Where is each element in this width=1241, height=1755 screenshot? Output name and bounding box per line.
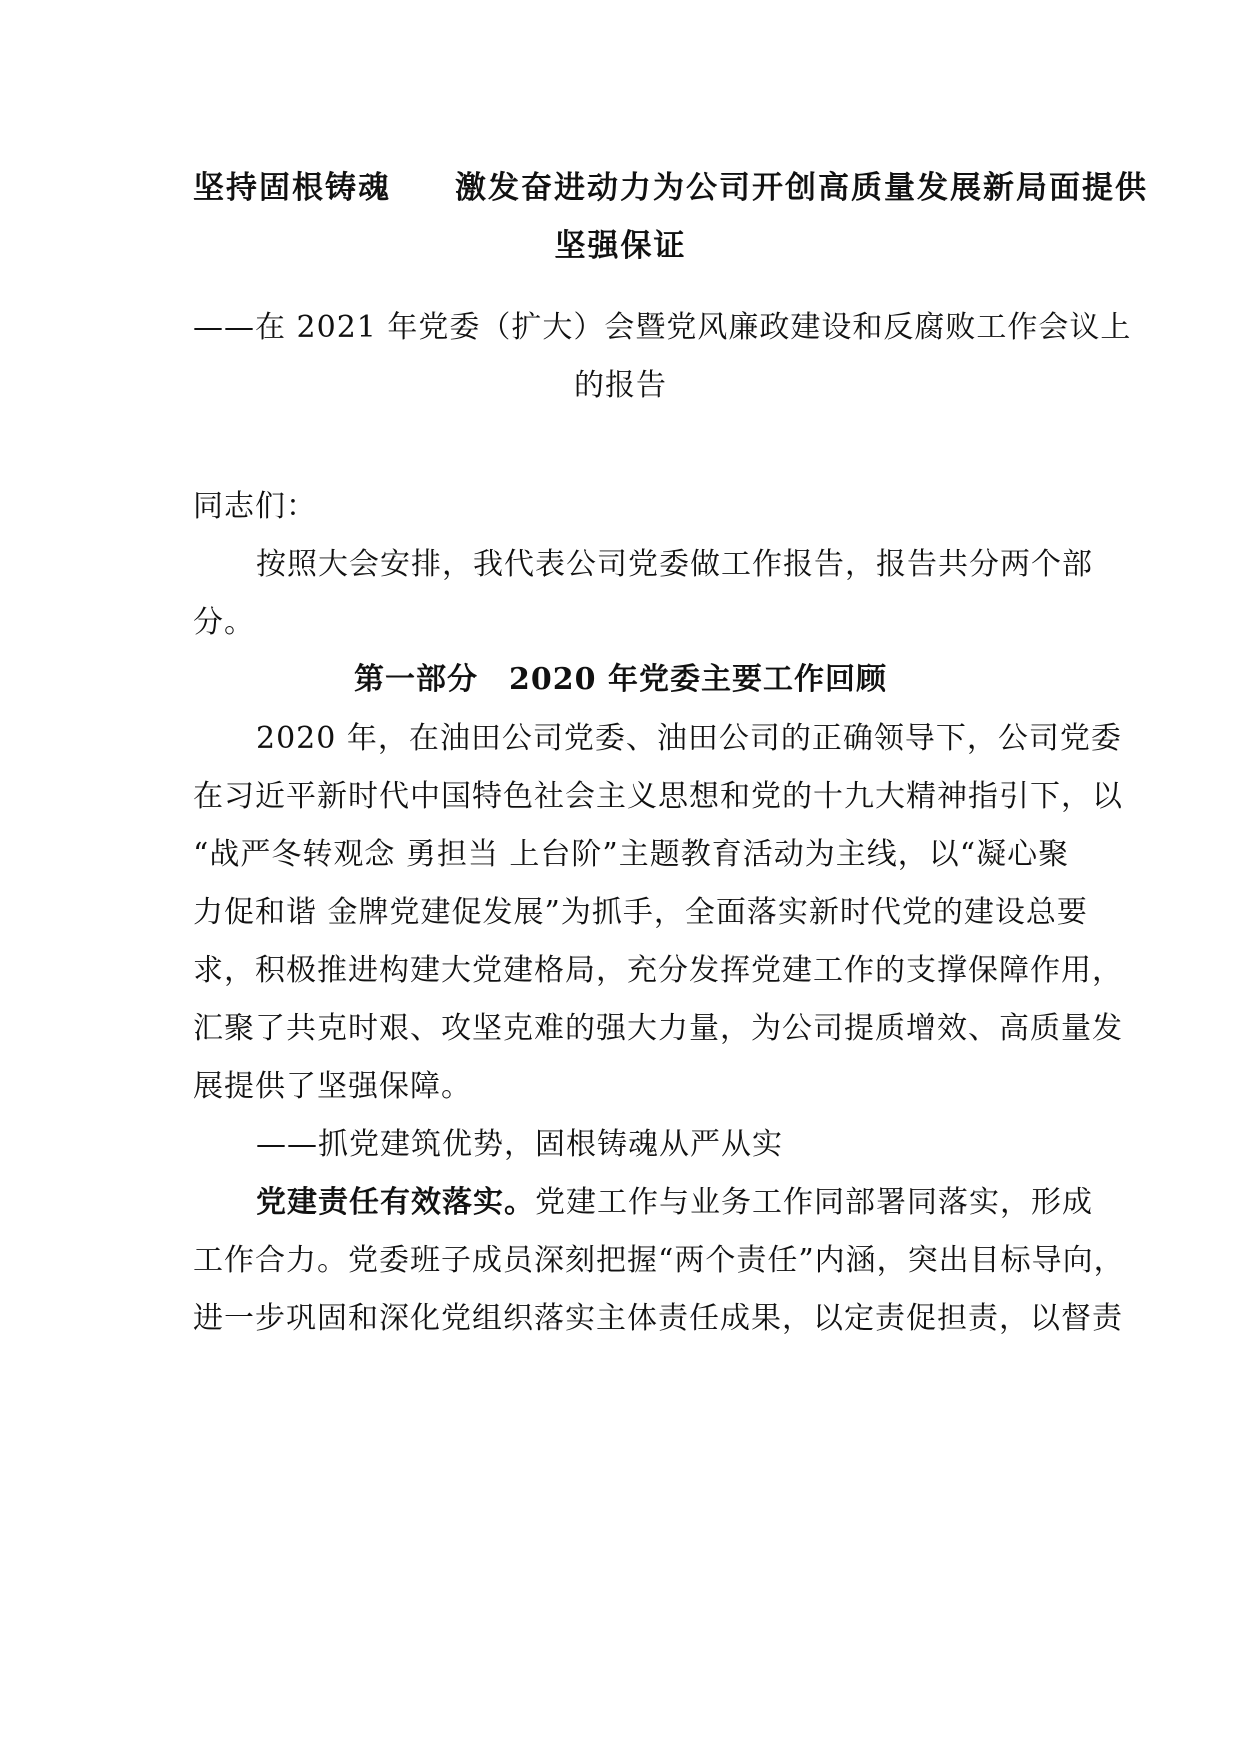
para1-line-1: 2020 年，在油田公司党委、油田公司的正确领导下，公司党委 [256, 721, 1122, 756]
section-heading: 第一部分 2020 年党委主要工作回顾 [354, 662, 887, 697]
para2-line-2: 工作合力。党委班子成员深刻把握“两个责任”内涵，突出目标导向， [193, 1243, 1125, 1278]
sub-heading: ——抓党建筑优势，固根铸魂从严从实 [256, 1127, 783, 1162]
para1-line-6: 汇聚了共克时艰、攻坚克难的强大力量，为公司提质增效、高质量发 [193, 1011, 1123, 1046]
para1-line-7: 展提供了坚强保障。 [193, 1069, 472, 1104]
para2-line-3: 进一步巩固和深化党组织落实主体责任成果，以定责促担责，以督责 [193, 1301, 1123, 1336]
intro-line-1: 按照大会安排，我代表公司党委做工作报告，报告共分两个部 [256, 547, 1093, 582]
para2-line-1-text: 党建工作与业务工作同部署同落实，形成 [535, 1185, 1093, 1220]
para1-line-4: 力促和谐 金牌党建促发展”为抓手，全面落实新时代党的建设总要 [193, 895, 1088, 930]
para2-lead: 党建责任有效落实。 [256, 1185, 535, 1220]
title-line-1 [193, 168, 1148, 208]
title-line-2: 坚强保证 [554, 228, 687, 264]
para1-line-5: 求，积极推进构建大党建格局，充分发挥党建工作的支撑保障作用， [193, 953, 1123, 988]
para1-line-3: “战严冬转观念 勇担当 上台阶”主题教育活动为主线，以“凝心聚 [193, 837, 1070, 872]
intro-line-2: 分。 [193, 605, 255, 640]
title-part-2: 激发奋进动力为公司开创高质量发展新局面提供 [455, 170, 1148, 206]
para2-line-1 [256, 1183, 1093, 1223]
salutation: 同志们： [193, 489, 317, 524]
subtitle-line-2: 的报告 [574, 368, 667, 403]
para1-line-2: 在习近平新时代中国特色社会主义思想和党的十九大精神指引下，以 [193, 779, 1123, 814]
title-part-1: 坚持固根铸魂 [193, 170, 391, 206]
subtitle-line-1: ——在 2021 年党委（扩大）会暨党风廉政建设和反腐败工作会议上 [193, 310, 1132, 345]
